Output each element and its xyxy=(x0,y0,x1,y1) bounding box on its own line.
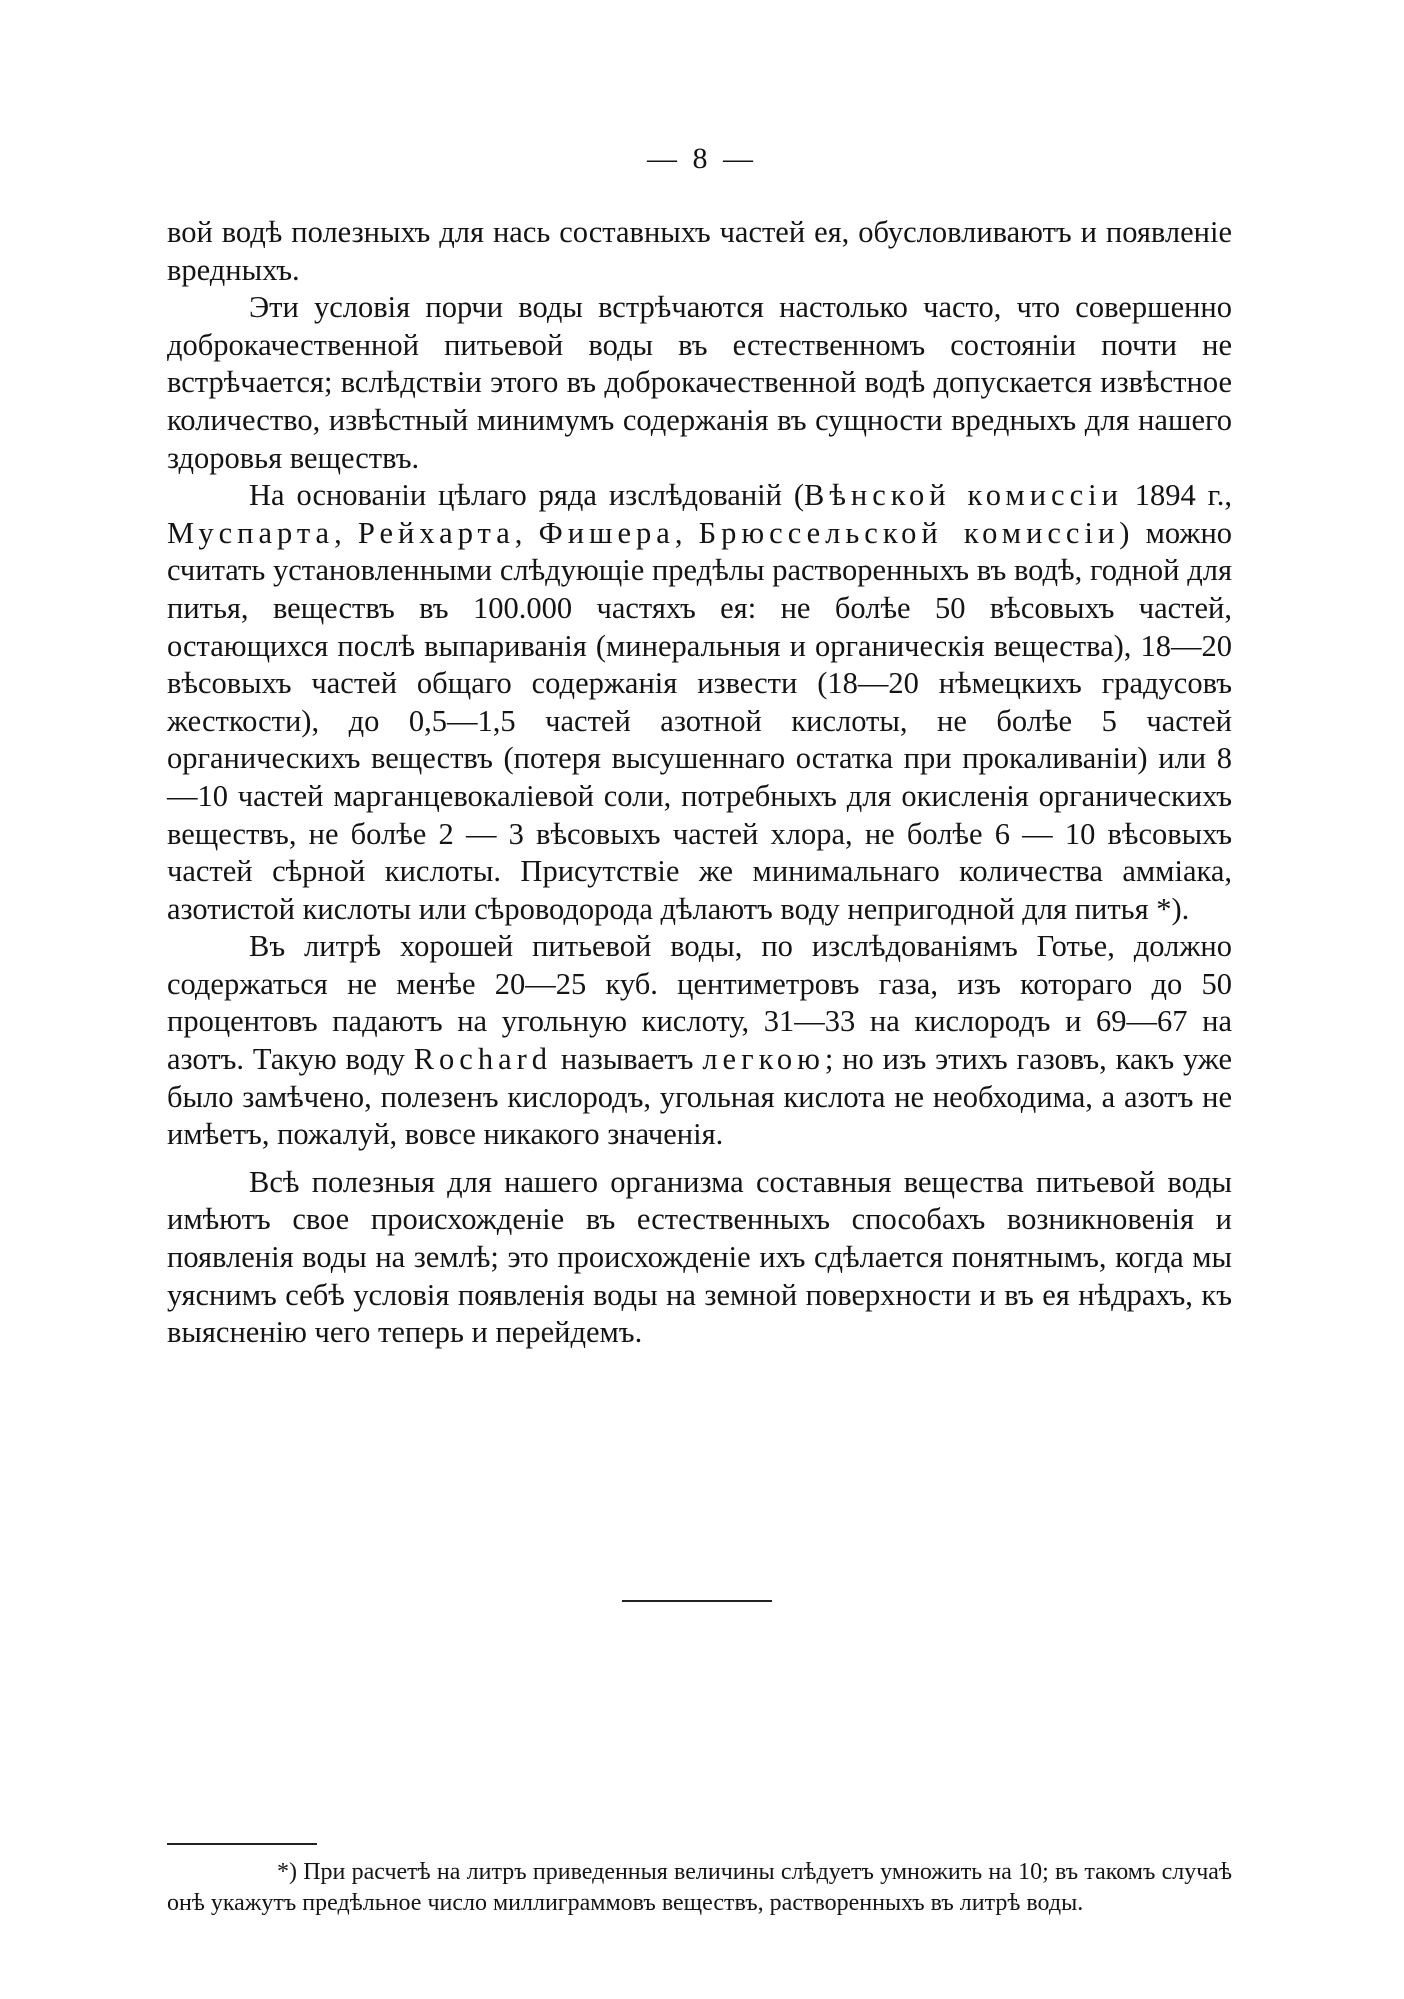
limits-text-intro: На основаніи цѣлаго ряда изслѣдованій ( xyxy=(249,478,804,513)
section-divider xyxy=(622,1600,772,1602)
body-text xyxy=(167,214,1232,1352)
paragraph-limits xyxy=(167,477,1232,928)
gases-text-body: ; но изъ этихъ газовъ, какъ уже было замѣчено, полезенъ кислородъ, угольная кислота не необходима, а азотъ не имѣетъ, пожалуй, вовсе никакого значенія. xyxy=(167,1042,1232,1152)
limits-text-comma-1: , xyxy=(334,515,358,550)
footnote-divider xyxy=(167,1843,317,1845)
limits-text-body: ) можно считать установленными слѣдующіе предѣлы растворенныхъ въ водѣ, годной для питья, веществъ въ 100.000 частяхъ ея: не болѣе 50 вѣсовыхъ частей, остающихся послѣ выпариванія (минеральныя и органическія вещества), 18—20 вѣсовыхъ частей общаго содержанія извести (18—20 нѣмецкихъ градусовъ жесткости), до 0,5—1,5 частей азотной кислоты, не болѣе 5 частей органическихъ веществъ (потеря высушеннаго остатка при прокаливаніи) или 8—10 частей марганцевокаліевой соли, потребныхъ для окисленія органическихъ веществъ, не болѣе 2 — 3 вѣсовыхъ частей хлора, не болѣе 6 — 10 вѣсовыхъ частей сѣрной кислоты. Присутствіе же минимальнаго количества амміака, азотистой кислоты или сѣроводорода дѣлаютъ воду непригодной для питья *). xyxy=(167,515,1233,926)
footnote: *) При расчетѣ на литръ приведенныя величины слѣдуетъ умножить на 10; въ такомъ случаѣ онѣ укажутъ предѣльное число миллиграммовъ веществъ, растворенныхъ въ литрѣ воды. xyxy=(167,1859,1232,1916)
rochard-name: Rochard xyxy=(413,1042,553,1077)
limits-text-comma-2: , xyxy=(514,515,539,550)
paragraph-gases xyxy=(167,928,1232,1154)
page-number: — 8 — xyxy=(647,142,757,175)
light-water-term: легкою xyxy=(702,1042,825,1077)
paragraph-water-spoilage: Эти условія порчи воды встрѣчаются настолько часто, что совершенно доброкачественной питьевой воды въ естественномъ состояніи почти не встрѣчается; вслѣдствіи этого въ доброкачественной водѣ допускается извѣстное количество, извѣстный минимумъ содержанія въ сущности вредныхъ для нашего здоровья веществъ. xyxy=(167,290,1232,475)
fischer-name: Фишера xyxy=(538,515,675,550)
limits-text-year: 1894 г., xyxy=(1122,478,1232,513)
vienna-commission-text: Вѣнской комиссіи xyxy=(803,478,1123,513)
brussels-commission-text: Брюссельской комиссіи xyxy=(698,515,1120,550)
paragraph-continuation: вой водѣ полезныхъ для нась составныхъ частей ея, обусловливаютъ и появленіе вредныхъ. xyxy=(167,215,1232,287)
reichardt-name: Рейхарта xyxy=(357,515,515,550)
limits-text-comma-3: , xyxy=(674,515,699,550)
paragraph-origin: Всѣ полезныя для нашего организма составныя вещества питьевой воды имѣютъ свое происхожденіе въ естественныхъ способахъ возникновенія и появленія воды на землѣ; это происхожденіе ихъ сдѣлается понятнымъ, когда мы уяснимъ себѣ условія появленія воды на земной поверхности и въ ея нѣдрахъ, къ выясненію чего теперь и перейдемъ. xyxy=(167,1164,1232,1350)
muspratt-name: Муспарта xyxy=(167,515,335,550)
gases-text-calls: называетъ xyxy=(552,1042,703,1077)
gases-text-intro: Въ литрѣ хорошей питьевой воды, по изслѣдованіямъ Готье, должно содержаться не менѣе 20—25 куб. центиметровъ газа, изъ котораго до 50 процентовъ падаютъ на угольную кислоту, 31—33 на кислородъ и 69—67 на азотъ. Такую воду xyxy=(167,929,1232,1077)
